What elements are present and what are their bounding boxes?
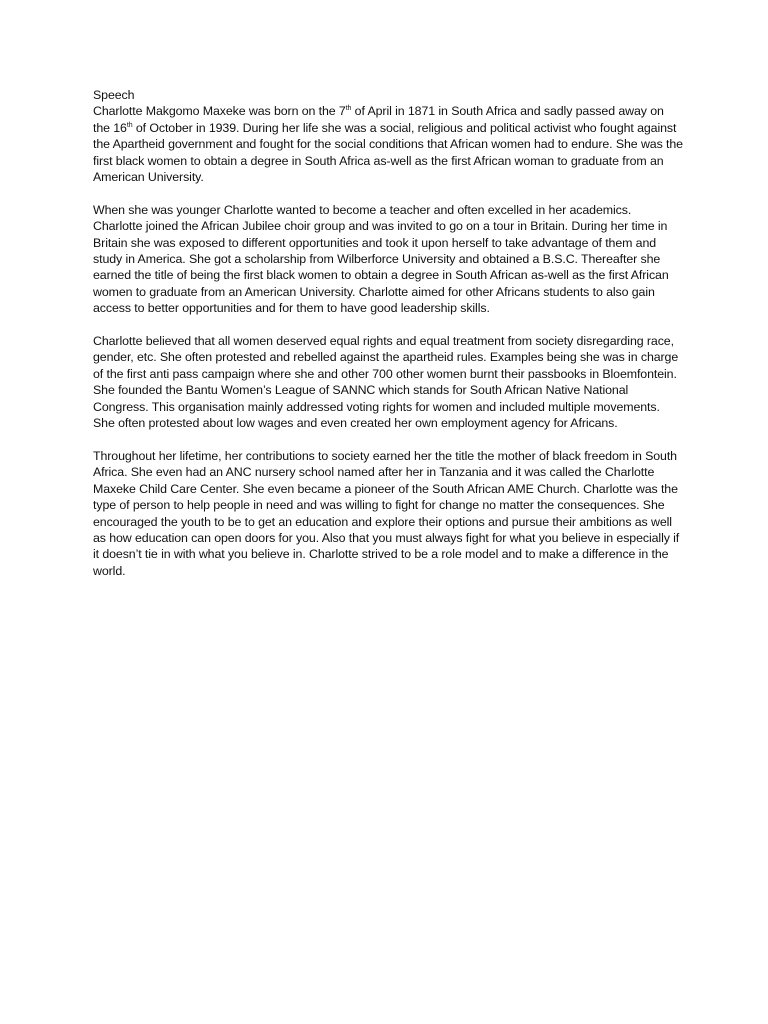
paragraph-3: Charlotte believed that all women deserved equal rights and equal treatment from society disregarding race, gender, etc. She often protested and rebelled against the apartheid rules. Examples being she was in charge of the first anti pass campaign where she and other 700 other women burnt their passbooks in Bloemfontein. She founded the Bantu Women’s League of SANNC which stands for South African Native National Congress. This organisation mainly addressed voting rights for women and included multiple movements. She often protested about low wages and even created her own employment agency for Africans. xyxy=(93,334,679,431)
paragraph-1-text-c: of October in 1939. During her life she was a social, religious and political activist who fought against the Apartheid government and fought for the social conditions that African women had to endure. She was the first black women to obtain a degree in South Africa as-well as the first African woman to graduate from an American University. xyxy=(93,120,683,185)
paragraph-4: Throughout her lifetime, her contributions to society earned her the title the mother of black freedom in South Africa. She even had an ANC nursery school named after her in Tanzania and it was called the Charlotte Maxeke Child Care Center. She even became a pioneer of the South African AME Church. Charlotte was the type of person to help people in need and was willing to fight for change no matter the consequences. She encouraged the youth to be to get an education and explore their options and pursue their ambitions as well as how education can open doors for you. Also that you must always fight for what you believe in especially if it doesn’t tie in with what you believe in. Charlotte strived to be a role model and to make a difference in the world. xyxy=(93,448,680,578)
paragraph-1-text-b: of April in 1871 in South Africa and sadly passed away on the 16 xyxy=(93,104,664,135)
superscript-th-2: th xyxy=(126,121,133,129)
document-heading: Speech xyxy=(93,88,135,102)
superscript-th-1: th xyxy=(345,105,352,113)
paragraph-1-text-a: Charlotte Makgomo Maxeke was born on the 7 xyxy=(93,104,346,119)
paragraph-2: When she was younger Charlotte wanted to become a teacher and often excelled in her academics. Charlotte joined the African Jubilee choir group and was invited to go on a tour in Britain. During her time in Britain she was exposed to different opportunities and took it upon herself to take advantage of them and study in America. She got a scholarship from Wilberforce University and obtained a B.S.C. Thereafter she earned the title of being the first black women to obtain a degree in South African as-well as the first African women to graduate from an American University. Charlotte aimed for other Africans students to also gain access to better opportunities and for them to have good leadership skills. xyxy=(93,202,669,316)
document-body xyxy=(93,87,683,596)
paragraph-1 xyxy=(93,103,683,185)
